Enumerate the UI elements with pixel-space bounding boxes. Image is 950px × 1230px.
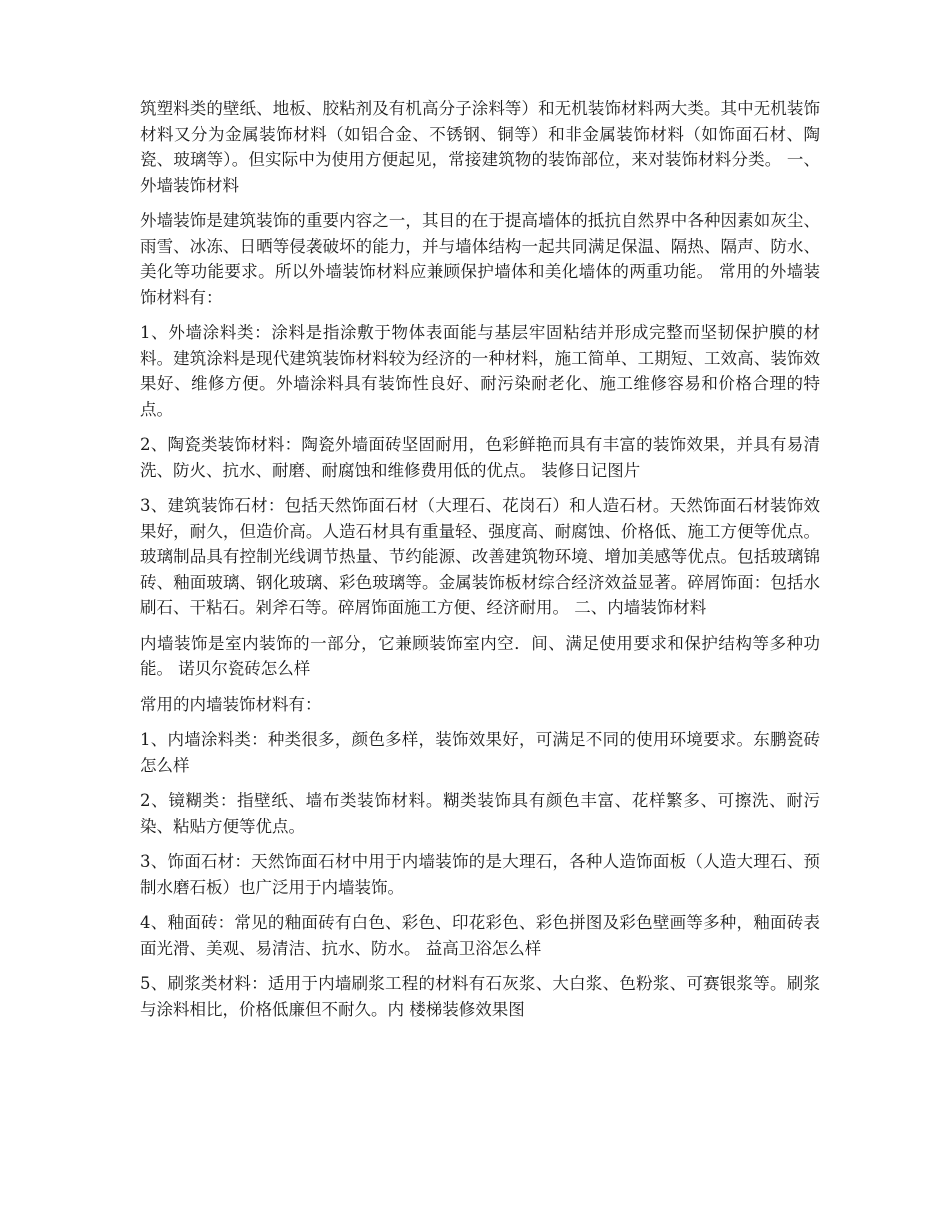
paragraph-interior-stone: 3、饰面石材：天然饰面石材中用于内墙装饰的是大理石，各种人造饰面板（人造大理石、预制水磨石板）也广泛用于内墙装饰。 xyxy=(140,852,820,897)
paragraph-intro-classification: 筑塑料类的壁纸、地板、胶粘剂及有机高分子涂料等）和无机装饰材料两大类。其中无机装饰材料又分为金属装饰材料（如铝合金、不锈钢、铜等）和非金属装饰材料（如饰面石材、陶瓷、玻璃等）。但实际中为使用方便起见，常接建筑物的装饰部位，来对装饰材料分类。 一、外墙装饰材料 xyxy=(140,99,820,195)
paragraph-interior-coatings: 1、内墙涂料类：种类很多，颜色多样，装饰效果好，可满足不同的使用环境要求。东鹏瓷砖怎么样 xyxy=(140,730,820,775)
paragraph-exterior-stone: 3、建筑装饰石材：包括天然饰面石材（大理石、花岗石）和人造石材。天然饰面石材装饰效果好，耐久，但造价高。人造石材具有重量轻、强度高、耐腐蚀、价格低、施工方便等优点。玻璃制品具有控制光线调节热量、节约能源、改善建筑物环境、增加美感等优点。包括玻璃锦砖、釉面玻璃、钢化玻璃、彩色玻璃等。金属装饰板材综合经济效益显著。碎屑饰面：包括水刷石、干粘石。剁斧石等。碎屑饰面施工方便、经济耐用。 二、内墙装饰材料 xyxy=(140,496,820,617)
paragraph-interior-common-materials: 常用的内墙装饰材料有： xyxy=(140,694,322,714)
paragraph-interior-glazed-tile: 4、釉面砖：常见的釉面砖有白色、彩色、印花彩色、彩色拼图及彩色壁画等多种，釉面砖表面光滑、美观、易清洁、抗水、防水。 益高卫浴怎么样 xyxy=(140,913,820,958)
document-body xyxy=(140,96,820,1032)
paragraph-exterior-coatings: 1、外墙涂料类：涂料是指涂敷于物体表面能与基层牢固粘结并形成完整而坚韧保护膜的材料。建筑涂料是现代建筑装饰材料较为经济的一种材料，施工简单、工期短、工效高、装饰效果好、维修方便。外墙涂料具有装饰性良好、耐污染耐老化、施工维修容易和价格合理的特点。 xyxy=(140,323,820,419)
paragraph-exterior-ceramics: 2、陶瓷类装饰材料：陶瓷外墙面砖坚固耐用，色彩鲜艳而具有丰富的装饰效果，并具有易清洗、防火、抗水、耐磨、耐腐蚀和维修费用低的优点。 装修日记图片 xyxy=(140,435,820,480)
paragraph-exterior-wall-overview: 外墙装饰是建筑装饰的重要内容之一，其目的在于提高墙体的抵抗自然界中各种因素如灰尘、雨雪、冰冻、日晒等侵袭破坏的能力，并与墙体结构一起共同满足保温、隔热、隔声、防水、美化等功能要求。所以外墙装饰材料应兼顾保护墙体和美化墙体的两重功能。 常用的外墙装饰材料有： xyxy=(140,211,820,307)
paragraph-interior-whitewash: 5、刷浆类材料：适用于内墙刷浆工程的材料有石灰浆、大白浆、色粉浆、可赛银浆等。刷浆与涂料相比，价格低廉但不耐久。内 楼梯装修效果图 xyxy=(140,974,820,1019)
paragraph-interior-wall-overview: 内墙装饰是室内装饰的一部分，它兼顾装饰室内空．间、满足使用要求和保护结构等多种功能。 诺贝尔瓷砖怎么样 xyxy=(140,633,820,678)
paragraph-interior-wallpaper: 2、镜糊类：指壁纸、墙布类装饰材料。糊类装饰具有颜色丰富、花样繁多、可擦洗、耐污染、粘贴方便等优点。 xyxy=(140,791,820,836)
